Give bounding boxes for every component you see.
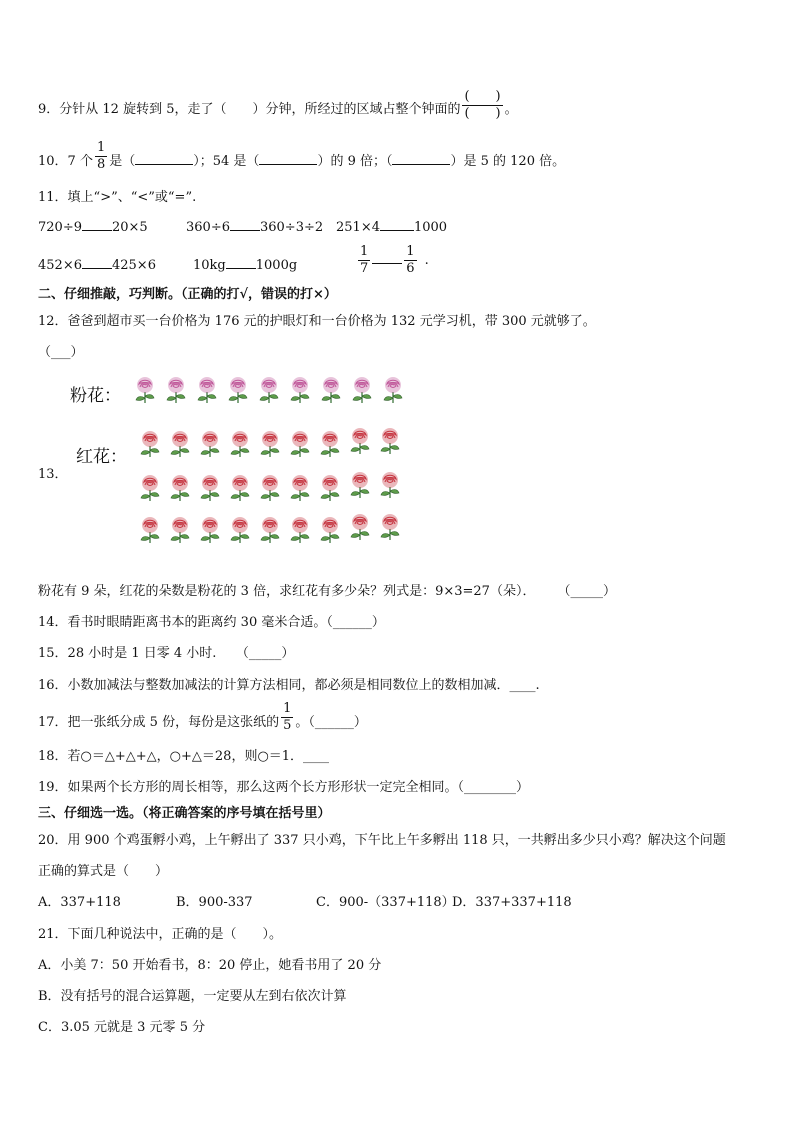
red-flower-icon — [378, 427, 402, 455]
q9-fraction — [462, 89, 502, 122]
pink-flower-icon — [381, 376, 405, 404]
q10-fraction — [95, 140, 107, 173]
q11-blank[interactable] — [372, 251, 402, 264]
q20-option-b[interactable]: B．900-337 — [176, 895, 253, 910]
q11-expr: 1000g — [255, 258, 298, 273]
pink-flower-icon — [350, 376, 374, 404]
q21-option-a[interactable]: A．小美 7：50 开始看书，8：20 停止，她看书用了 20 分 — [38, 958, 382, 973]
pink-flower-label: 粉花： — [70, 386, 121, 406]
q17-frac-den: 5 — [283, 718, 292, 733]
q11-blank[interactable] — [82, 256, 112, 269]
q13-answer-paren[interactable]: （_____） — [557, 584, 616, 599]
q11-r2-item1 — [38, 256, 156, 275]
q11-expr: 10kg — [193, 258, 226, 273]
red-flower-icon — [318, 430, 342, 458]
q17-part-b: 。（______） — [295, 715, 367, 730]
pink-flower-icon — [226, 376, 250, 404]
red-flower-icon — [198, 430, 222, 458]
q10-part-a: 10．7 个 — [38, 154, 93, 169]
q11-blank[interactable] — [230, 218, 260, 231]
red-flower-icon — [348, 471, 372, 499]
q11-expr: 360÷6 — [186, 220, 230, 235]
q9-tail: 。 — [504, 102, 518, 117]
q11-expr: 251×4 — [336, 220, 380, 235]
red-flower-icon — [198, 516, 222, 544]
q11-frac2-den: 6 — [406, 261, 415, 276]
q11-expr: 452×6 — [38, 258, 82, 273]
q11-expr: 425×6 — [111, 258, 156, 273]
question-18: 18．若○＝△+△+△，○+△＝28，则○＝1．____ — [38, 749, 330, 764]
q11-r1-item2 — [186, 218, 323, 237]
red-flower-icon — [378, 513, 402, 541]
red-flower-icon — [228, 516, 252, 544]
q10-part-d: ）的 9 倍；（ — [317, 154, 393, 169]
question-10 — [38, 140, 566, 173]
question-9 — [38, 89, 518, 122]
q11-r2-item3 — [356, 244, 429, 277]
q11-expr: 1000 — [413, 220, 448, 235]
q10-part-b: 是（ — [109, 154, 136, 169]
q11-expr: 20×5 — [111, 220, 148, 235]
question-17 — [38, 701, 367, 734]
q10-part-e: ）是 5 的 120 倍。 — [450, 154, 566, 169]
red-flower-icon — [138, 516, 162, 544]
red-flower-icon — [228, 474, 252, 502]
q9-text: 9．分针从 12 旋转到 5，走了（ ）分钟，所经过的区域占整个钟面的 — [38, 102, 461, 117]
q10-blank-3[interactable] — [392, 152, 450, 165]
q10-frac-den: 8 — [96, 157, 106, 172]
red-flower-icon — [228, 430, 252, 458]
q17-frac-num: 1 — [283, 701, 292, 716]
q20-option-a[interactable]: A．337+118 — [38, 895, 121, 910]
q11-expr: 360÷3÷2 — [259, 220, 324, 235]
red-flower-label: 红花： — [76, 447, 127, 467]
q9-frac-num: ( ) — [464, 89, 501, 104]
q11-frac2-num: 1 — [406, 244, 415, 259]
q11-fraction-2 — [404, 244, 416, 277]
q11-blank[interactable] — [380, 218, 414, 231]
q21-option-b[interactable]: B．没有括号的混合运算题，一定要从左到右依次计算 — [38, 989, 347, 1004]
q17-part-a: 17．把一张纸分成 5 份，每份是这张纸的 — [38, 715, 280, 730]
q11-frac1-num: 1 — [360, 244, 369, 259]
red-flower-icon — [258, 516, 282, 544]
pink-flower-icon — [133, 376, 157, 404]
question-20-line1: 20．用 900 个鸡蛋孵小鸡，上午孵出了 337 只小鸡，下午比上午多孵出 118 只，一共孵出多少只小鸡？解决这个问题 — [38, 833, 726, 848]
red-flower-icon — [138, 430, 162, 458]
q11-r1-item1 — [38, 218, 148, 237]
q20-option-d[interactable]: D．337+337+118 — [452, 895, 572, 910]
section-2-heading: 二、仔细推敲，巧判断。（正确的打√，错误的打×） — [38, 287, 337, 302]
question-13-text — [38, 583, 616, 601]
pink-flower-icon — [257, 376, 281, 404]
q11-dot: . — [424, 253, 429, 268]
red-flower-icon — [258, 474, 282, 502]
red-flower-icon — [288, 516, 312, 544]
q10-part-c: ）；54 是（ — [193, 154, 260, 169]
red-flower-icon — [348, 513, 372, 541]
section-3-heading: 三、仔细选一选。（将正确答案的序号填在括号里） — [38, 806, 331, 821]
red-flower-icon — [168, 516, 192, 544]
red-flower-icon — [318, 474, 342, 502]
question-16: 16．小数加减法与整数加减法的计算方法相同，都必须是相同数位上的数相加减．____. — [38, 678, 540, 693]
q11-blank[interactable] — [226, 256, 256, 269]
question-13-number: 13． — [38, 467, 68, 482]
red-flower-icon — [378, 471, 402, 499]
red-flower-icon — [288, 430, 312, 458]
q10-blank-1[interactable] — [135, 152, 193, 165]
red-flower-icon — [258, 430, 282, 458]
q11-expr: 720÷9 — [38, 220, 82, 235]
q10-frac-num: 1 — [96, 140, 106, 155]
question-15: 15．28 小时是 1 日零 4 小时. （_____） — [38, 646, 295, 661]
red-flower-icon — [198, 474, 222, 502]
red-flower-icon — [138, 474, 162, 502]
q11-blank[interactable] — [82, 218, 112, 231]
question-19: 19．如果两个长方形的周长相等，那么这两个长方形形状一定完全相同。（________） — [38, 780, 530, 795]
red-flower-icon — [348, 427, 372, 455]
pink-flower-icon — [164, 376, 188, 404]
red-flower-icon — [318, 516, 342, 544]
question-21-stem: 21．下面几种说法中，正确的是（ ）。 — [38, 927, 283, 942]
question-12: 12．爸爸到超市买一台价格为 176 元的护眼灯和一台价格为 132 元学习机，带 300 元就够了。 — [38, 314, 596, 329]
red-flower-icon — [288, 474, 312, 502]
pink-flower-icon — [288, 376, 312, 404]
q13-statement: 粉花有 9 朵，红花的朵数是粉花的 3 倍，求红花有多少朵？列式是：9×3=27（朵）． — [38, 584, 536, 599]
q11-frac1-den: 7 — [360, 261, 369, 276]
red-flower-icon — [168, 474, 192, 502]
q9-frac-den: ( ) — [464, 106, 501, 121]
q17-fraction — [281, 701, 293, 734]
q11-r2-item2 — [193, 256, 297, 275]
question-14: 14．看书时眼睛距离书本的距离约 30 毫米合适。（______） — [38, 615, 385, 630]
q21-option-c[interactable]: C．3.05 元就是 3 元零 5 分 — [38, 1020, 206, 1035]
q20-option-c[interactable]: C．900-（337+118） — [316, 895, 455, 910]
q11-r1-item3 — [336, 218, 447, 237]
question-20-line2: 正确的算式是（ ） — [38, 864, 169, 879]
red-flower-icon — [168, 430, 192, 458]
q11-fraction-1 — [358, 244, 370, 277]
pink-flower-icon — [195, 376, 219, 404]
question-11-title: 11．填上“>”、“<”或“=”. — [38, 190, 197, 205]
q12-answer-paren[interactable]: （___） — [38, 345, 84, 360]
pink-flower-icon — [319, 376, 343, 404]
q10-blank-2[interactable] — [259, 152, 317, 165]
